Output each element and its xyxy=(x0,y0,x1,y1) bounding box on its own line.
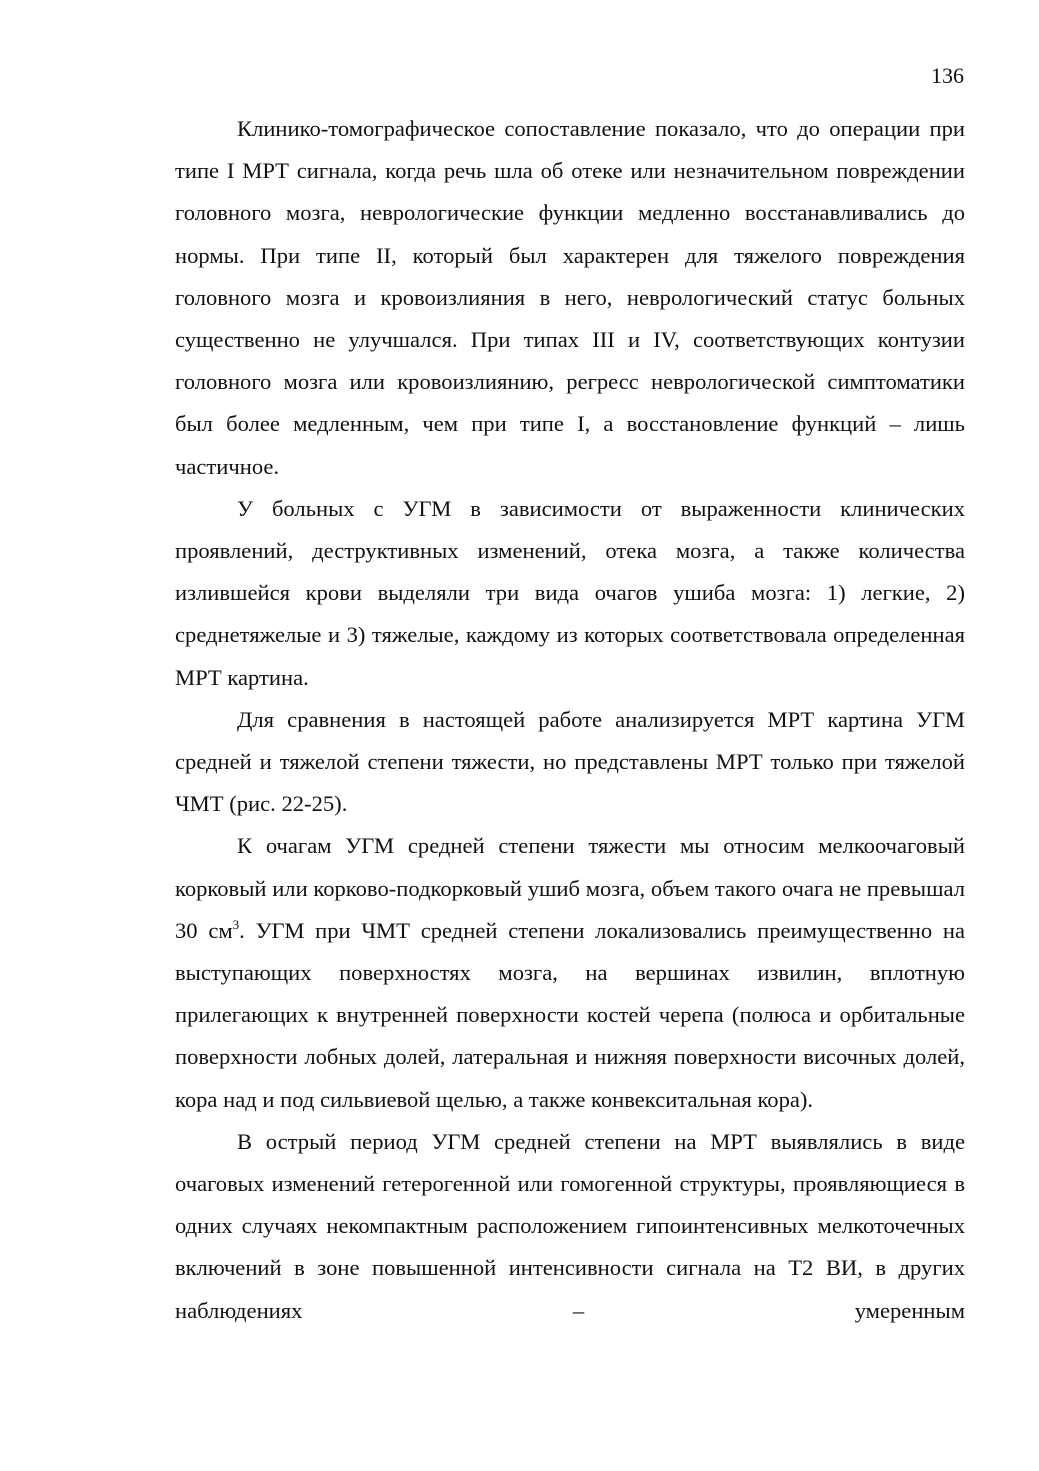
paragraph-acute-period: В острый период УГМ средней степени на МРТ выявлялись в виде очаговых изменений гетерогенной или гомогенной структуры, проявляющиеся в одних случаях некомпактным расположением гипоинтенсивных мелкоточечных включений в зоне повышенной интенсивности сигнала на Т2 ВИ, в других наблюдениях – умеренным xyxy=(175,1128,965,1323)
page-number: 136 xyxy=(931,63,964,88)
paragraph-moderate-text-end: . УГМ при ЧМТ средней степени локализовались преимущественно на выступающих поверхностях мозга, на вершинах извилин, вплотную прилегающих к внутренней поверхности костей черепа (полюса и орбитальные поверхности лобных долей, латеральная и нижняя поверхности височных долей, кора над и под сильвиевой щелью, а также конвекситальная кора). xyxy=(175,917,965,1112)
paragraph-contusion-types: У больных с УГМ в зависимости от выраженности клинических проявлений, деструктивных изменений, отека мозга, а также количества излившейся крови выделяли три вида очагов ушиба мозга: 1) легкие, 2) среднетяжелые и 3) тяжелые, каждому из которых соответствовала определенная МРТ картина. xyxy=(175,495,965,690)
document-body xyxy=(175,108,965,1332)
paragraph-moderate-contusion xyxy=(175,825,965,1120)
paragraph-moderate-text-start: К очагам УГМ средней степени тяжести мы относим мелкоочаговый корковый или корково-подкорковый ушиб мозга, объем такого очага не превышал 30 см xyxy=(175,833,965,943)
superscript-cubic: 3 xyxy=(232,916,240,932)
paragraph-comparison-note: Для сравнения в настоящей работе анализируется МРТ картина УГМ средней и тяжелой степени тяжести, но представлены МРТ только при тяжелой ЧМТ (рис. 22-25). xyxy=(175,706,965,817)
paragraph-clinical-comparison: Клинико-томографическое сопоставление показало, что до операции при типе I МРТ сигнала, когда речь шла об отеке или незначительном повреждении головного мозга, неврологические функции медленно восстанавливались до нормы. При типе II, который был характерен для тяжелого повреждения головного мозга и кровоизлияния в него, неврологический статус больных существенно не улучшался. При типах III и IV, соответствующих контузии головного мозга или кровоизлиянию, регресс неврологической симптоматики был более медленным, чем при типе I, а восстановление функций – лишь частичное. xyxy=(175,116,965,479)
